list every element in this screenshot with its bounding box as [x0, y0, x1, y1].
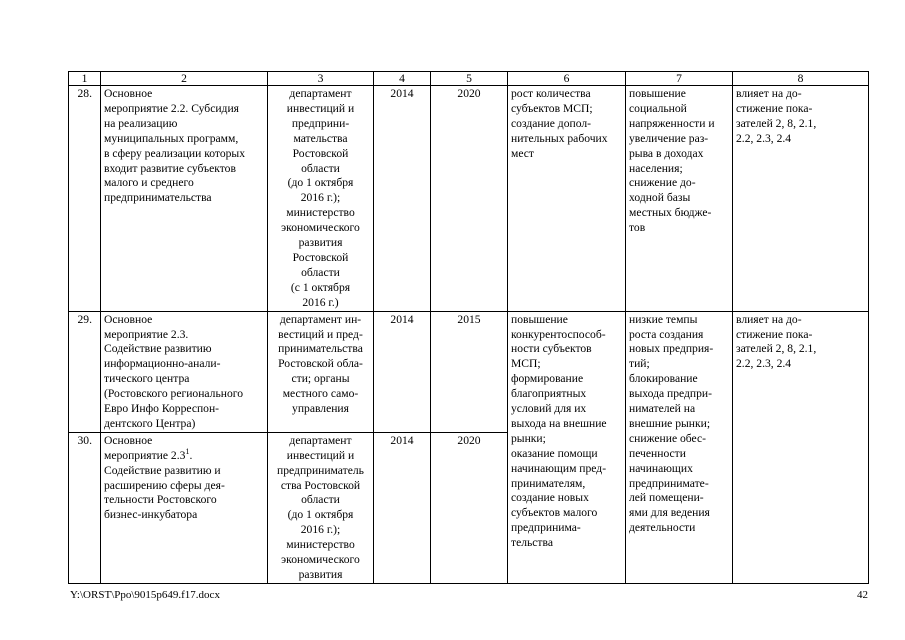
header-cell: 6 — [508, 72, 626, 86]
header-cell: 2 — [101, 72, 268, 86]
consequences: повышение социальной напряженности и увеличение раз- рыва в доходах населения; снижение до- ходной базы местных бюдже- тов — [626, 86, 733, 312]
start-year: 2014 — [374, 86, 431, 312]
executor: департамент ин- вестиций и пред- принимательства Ростовской обла- сти; органы местного само- управления — [268, 311, 374, 432]
header-cell: 7 — [626, 72, 733, 86]
indicator-link: влияет на до- стижение пока- зателей 2, 8, 2.1, 2.2, 2.3, 2.4 — [733, 86, 869, 312]
table-row — [69, 311, 869, 432]
measure-name-line: Основное — [104, 433, 153, 447]
executor: департамент инвестиций и предприни- мательства Ростовской области (до 1 октября 2016 г.); министерство экономического развития Ростовской области (с 1 октября 2016 г.) — [268, 86, 374, 312]
measure-name: Основное мероприятие 2.2. Субсидия на реализацию муниципальных программ, в сферу реализации которых входит развитие субъектов малого и среднего предпринимательства — [101, 86, 268, 312]
header-cell: 5 — [431, 72, 508, 86]
start-year: 2014 — [374, 311, 431, 432]
page-number: 42 — [857, 589, 868, 601]
indicator-link: влияет на до- стижение пока- зателей 2, 8, 2.1, 2.2, 2.3, 2.4 — [733, 311, 869, 583]
expected-result: повышение конкурентоспособ- ности субъектов МСП; формирование благоприятных условий для их выхода на внешние рынки; оказание помощи начинающим пред- принимателям, создание новых субъектов малого предпринима- тельства — [508, 311, 626, 583]
expected-result: рост количества субъектов МСП; создание допол- нительных рабочих мест — [508, 86, 626, 312]
table-row — [69, 86, 869, 312]
start-year: 2014 — [374, 432, 431, 583]
header-cell: 4 — [374, 72, 431, 86]
measures-table — [68, 71, 869, 584]
row-number: 28. — [69, 86, 101, 312]
header-cell: 8 — [733, 72, 869, 86]
row-number: 30. — [69, 432, 101, 583]
executor: департамент инвестиций и предприниматель ства Ростовской области (до 1 октября 2016 г.); министерство экономического развития — [268, 432, 374, 583]
consequences: низкие темпы роста создания новых предприя- тий; блокирование выхода предпри- нимателей на внешние рынки; снижение обес- печенности начинающих предпринимате- лей помещени- ями для ведения деятельности — [626, 311, 733, 583]
measure-name: Основное мероприятие 2.3. Содействие развитию информационно-анали- тического центра (Ростовского регионального Евро Инфо Корреспон- дентского Центра) — [101, 311, 268, 432]
end-year: 2020 — [431, 432, 508, 583]
measure-name-rest: Содействие развитию и расширению сферы дея- тельности Ростовского бизнес-инкубатора — [104, 463, 225, 522]
row-number: 29. — [69, 311, 101, 432]
header-cell: 1 — [69, 72, 101, 86]
footnote-mark: 1 — [185, 446, 190, 456]
end-year: 2015 — [431, 311, 508, 432]
header-row — [69, 72, 869, 86]
measure-name — [101, 432, 268, 583]
end-year: 2020 — [431, 86, 508, 312]
header-cell: 3 — [268, 72, 374, 86]
measure-name-line: мероприятие $2.3^1$. — [104, 446, 193, 462]
file-path: Y:\ORST\Ppo\9015p649.f17.docx — [70, 589, 220, 601]
